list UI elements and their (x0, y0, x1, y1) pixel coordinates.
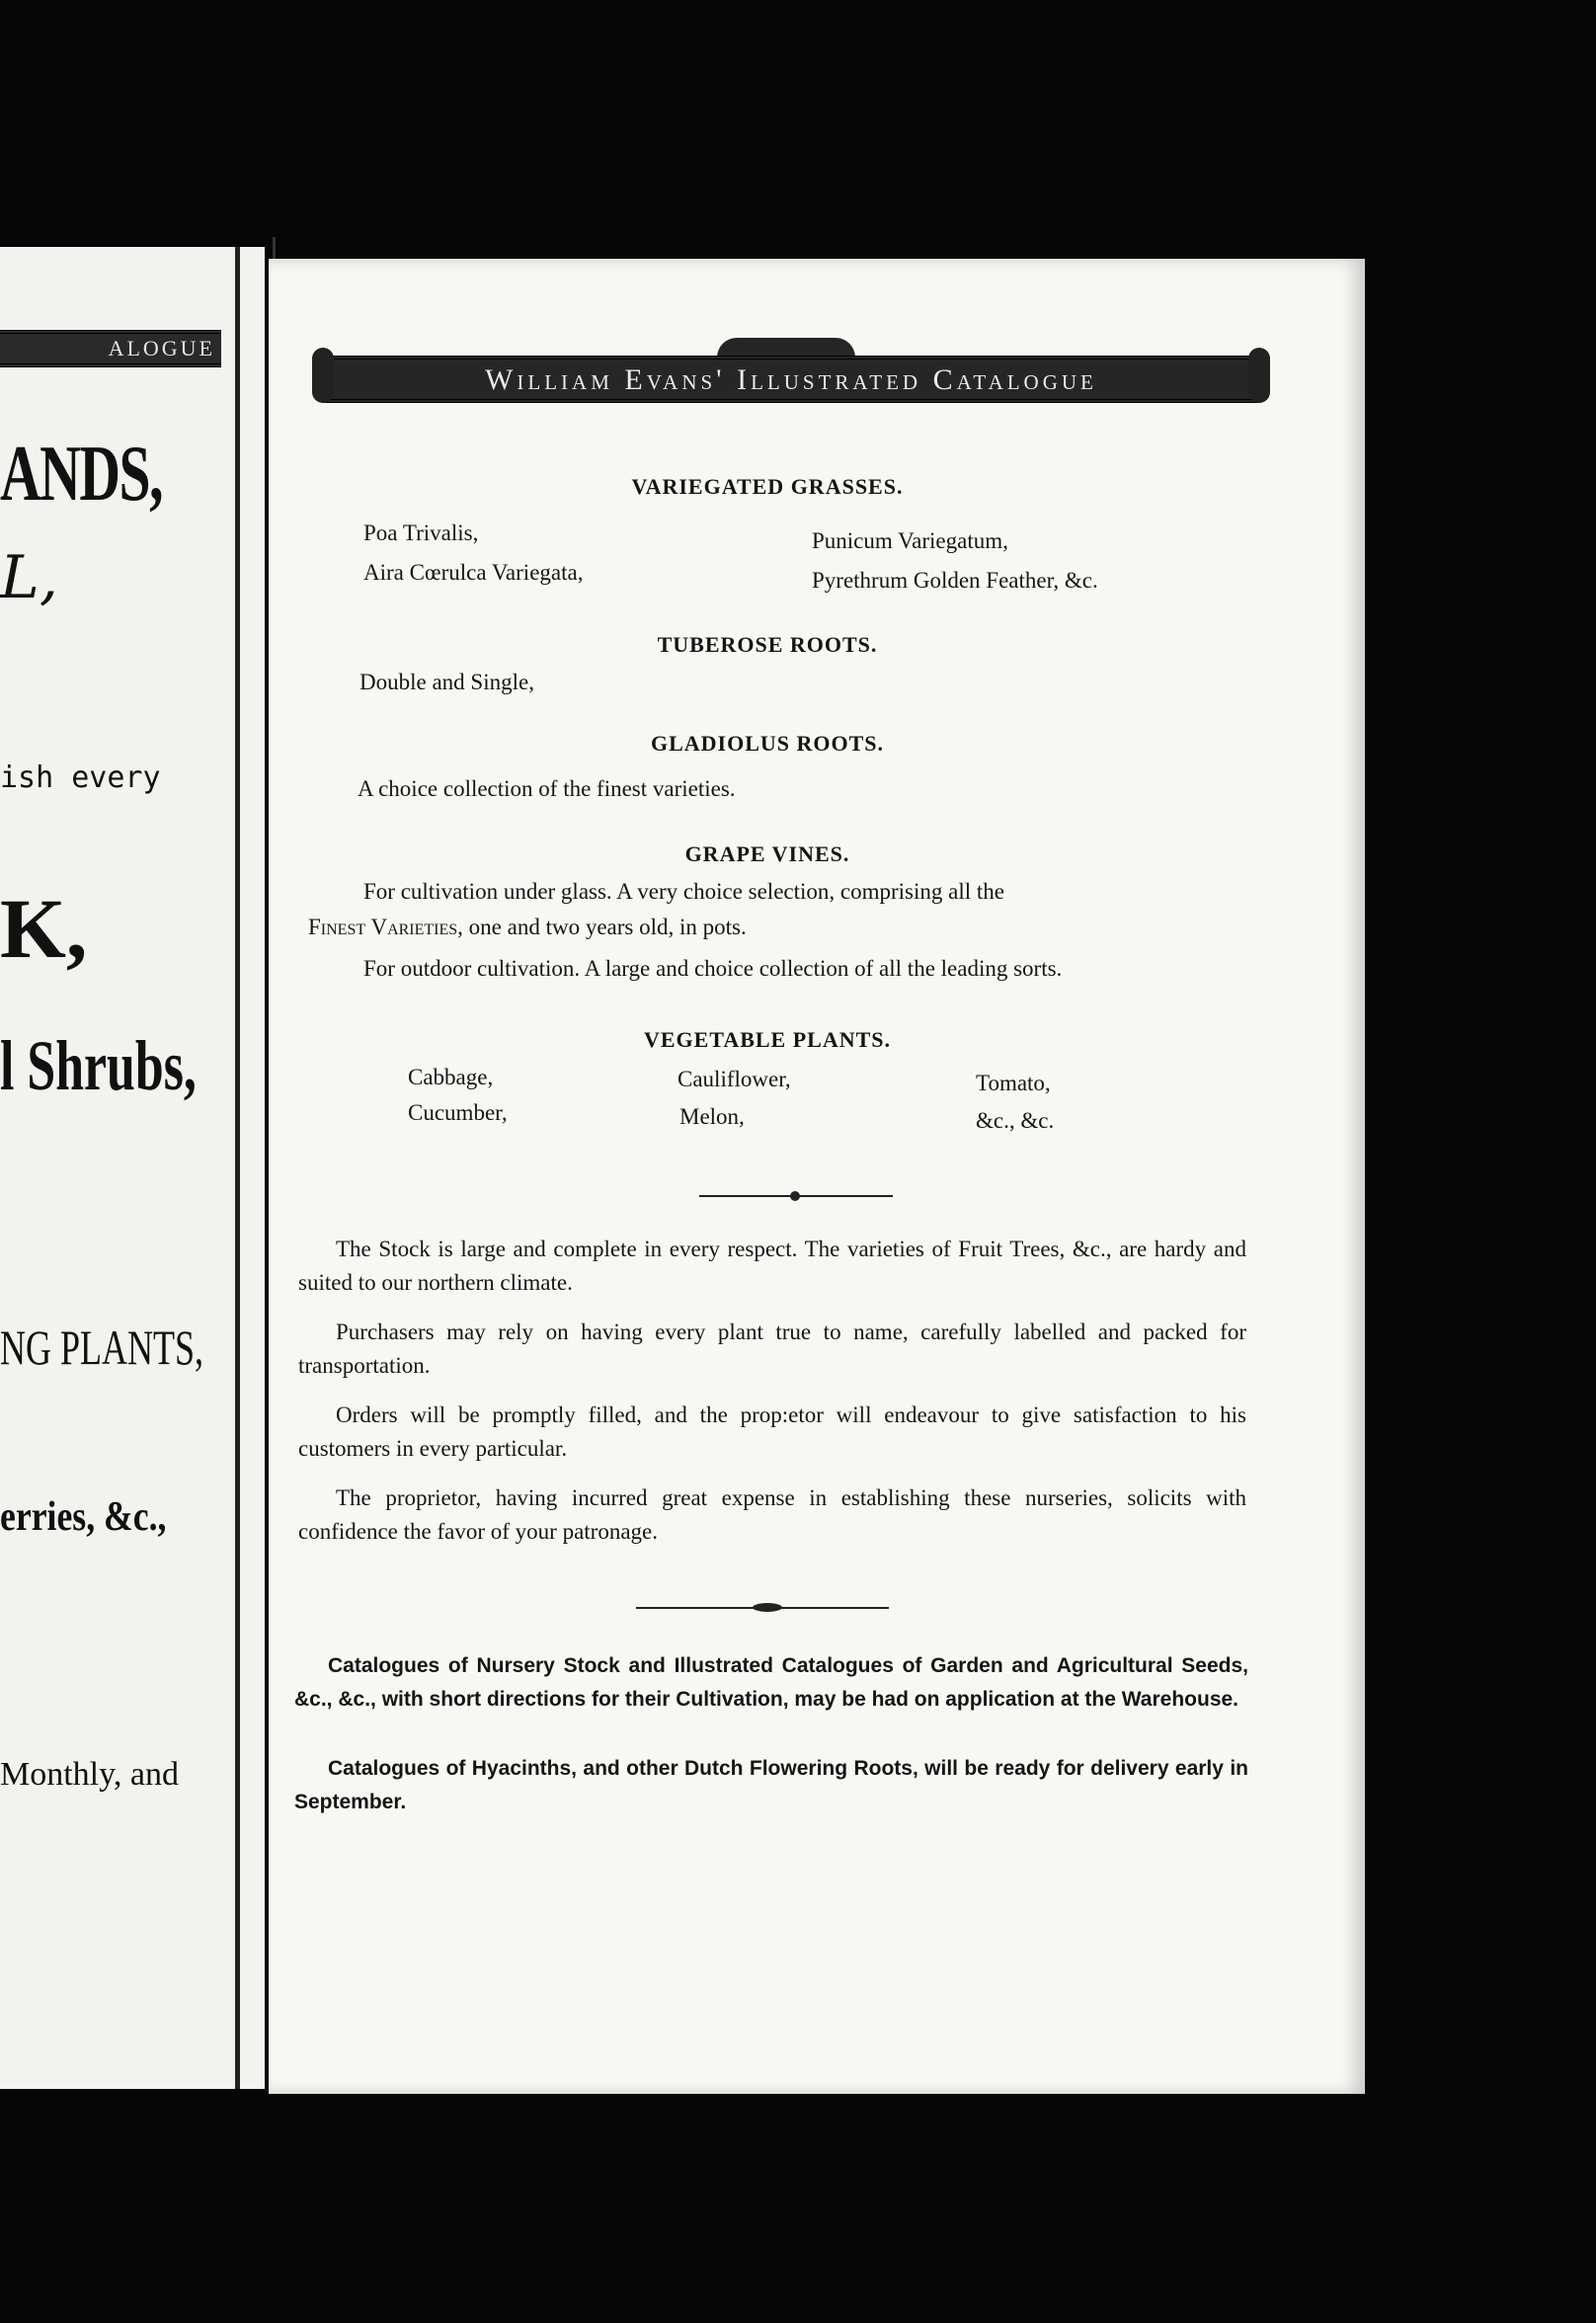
catalogue-title: William Evans' Illustrated Catalogue (485, 363, 1097, 396)
plant-item: Cauliflower, (678, 1067, 791, 1091)
section-heading-tuberose-roots: TUBEROSE ROOTS. (657, 632, 878, 657)
section-text (308, 915, 747, 940)
section-text: Double and Single, (359, 670, 534, 694)
plant-item: Pyrethrum Golden Feather, &c. (812, 568, 1098, 593)
previous-page-line: ish every (0, 761, 161, 795)
plant-item: Punicum Variegatum, (812, 528, 1008, 553)
plant-item: Tomato, (976, 1071, 1051, 1095)
body-paragraph: Purchasers may rely on having every plant true to name, carefully labelled and packed for transportation. (298, 1320, 1246, 1378)
section-heading-variegated-grasses: VARIEGATED GRASSES. (631, 474, 904, 499)
body-paragraph: The Stock is large and complete in every respect. The varieties of Fruit Trees, &c., are hardy and suited to our northern climate. (298, 1237, 1246, 1295)
header-banner (322, 342, 1260, 411)
plant-item: Aira Cœrulca Variegata, (363, 560, 584, 585)
previous-page-line: erries, &c., (0, 1494, 167, 1540)
plant-item: Cabbage, (408, 1065, 494, 1089)
section-text-continued: one and two years old, in pots. (462, 915, 747, 939)
section-heading-grape-vines: GRAPE VINES. (684, 841, 850, 866)
plant-item: Cucumber, (408, 1100, 508, 1125)
plant-item: Melon, (679, 1104, 745, 1129)
small-caps-text: Finest Varieties, (308, 915, 463, 939)
catalogue-notice: Catalogues of Hyacinths, and other Dutch Flowering Roots, will be ready for delivery early in September. (294, 1757, 1248, 1813)
previous-page-banner: ALOGUE (0, 330, 221, 367)
page-gutter-line (235, 247, 240, 2089)
previous-page-line: NG PLANTS, (0, 1320, 204, 1375)
catalogue-page (269, 259, 1365, 2094)
plant-item: Poa Trivalis, (363, 521, 479, 545)
section-text: For outdoor cultivation. A large and choice collection of all the leading sorts. (363, 956, 1063, 981)
section-heading-vegetable-plants: VEGETABLE PLANTS. (643, 1027, 892, 1052)
divider-dot-ornament (790, 1191, 800, 1201)
previous-page-line: ANDS, (0, 431, 163, 518)
banner-scroll-right-ornament (1248, 348, 1270, 403)
banner-scroll-left-ornament (312, 348, 334, 403)
section-text: For cultivation under glass. A very choice selection, comprising all the (363, 879, 1004, 904)
previous-page-line: L, (0, 543, 58, 612)
body-paragraph: Orders will be promptly filled, and the prop:etor will endeavour to give satisfaction to his customers in every particular. (298, 1402, 1246, 1461)
previous-page-line: Monthly, and (0, 1756, 180, 1793)
section-text: A choice collection of the finest varieties. (358, 776, 736, 801)
catalogue-notice: Catalogues of Nursery Stock and Illustrated Catalogues of Garden and Agricultural Seeds, &c., &c., with short directions for their Cultivation, may be had on application at the Warehouse. (294, 1654, 1248, 1711)
plant-item: &c., &c. (976, 1108, 1055, 1133)
body-paragraph: The proprietor, having incurred great expense in establishing these nurseries, solicits with confidence the favor of your patronage. (298, 1485, 1246, 1544)
previous-page-fragment (0, 247, 265, 2089)
previous-page-line: l Shrubs, (0, 1026, 197, 1105)
section-heading-gladiolus-roots: GLADIOLUS ROOTS. (650, 731, 885, 756)
divider-ornament (753, 1603, 782, 1612)
previous-page-line: K, (0, 881, 88, 976)
banner-crest-ornament (717, 338, 855, 358)
